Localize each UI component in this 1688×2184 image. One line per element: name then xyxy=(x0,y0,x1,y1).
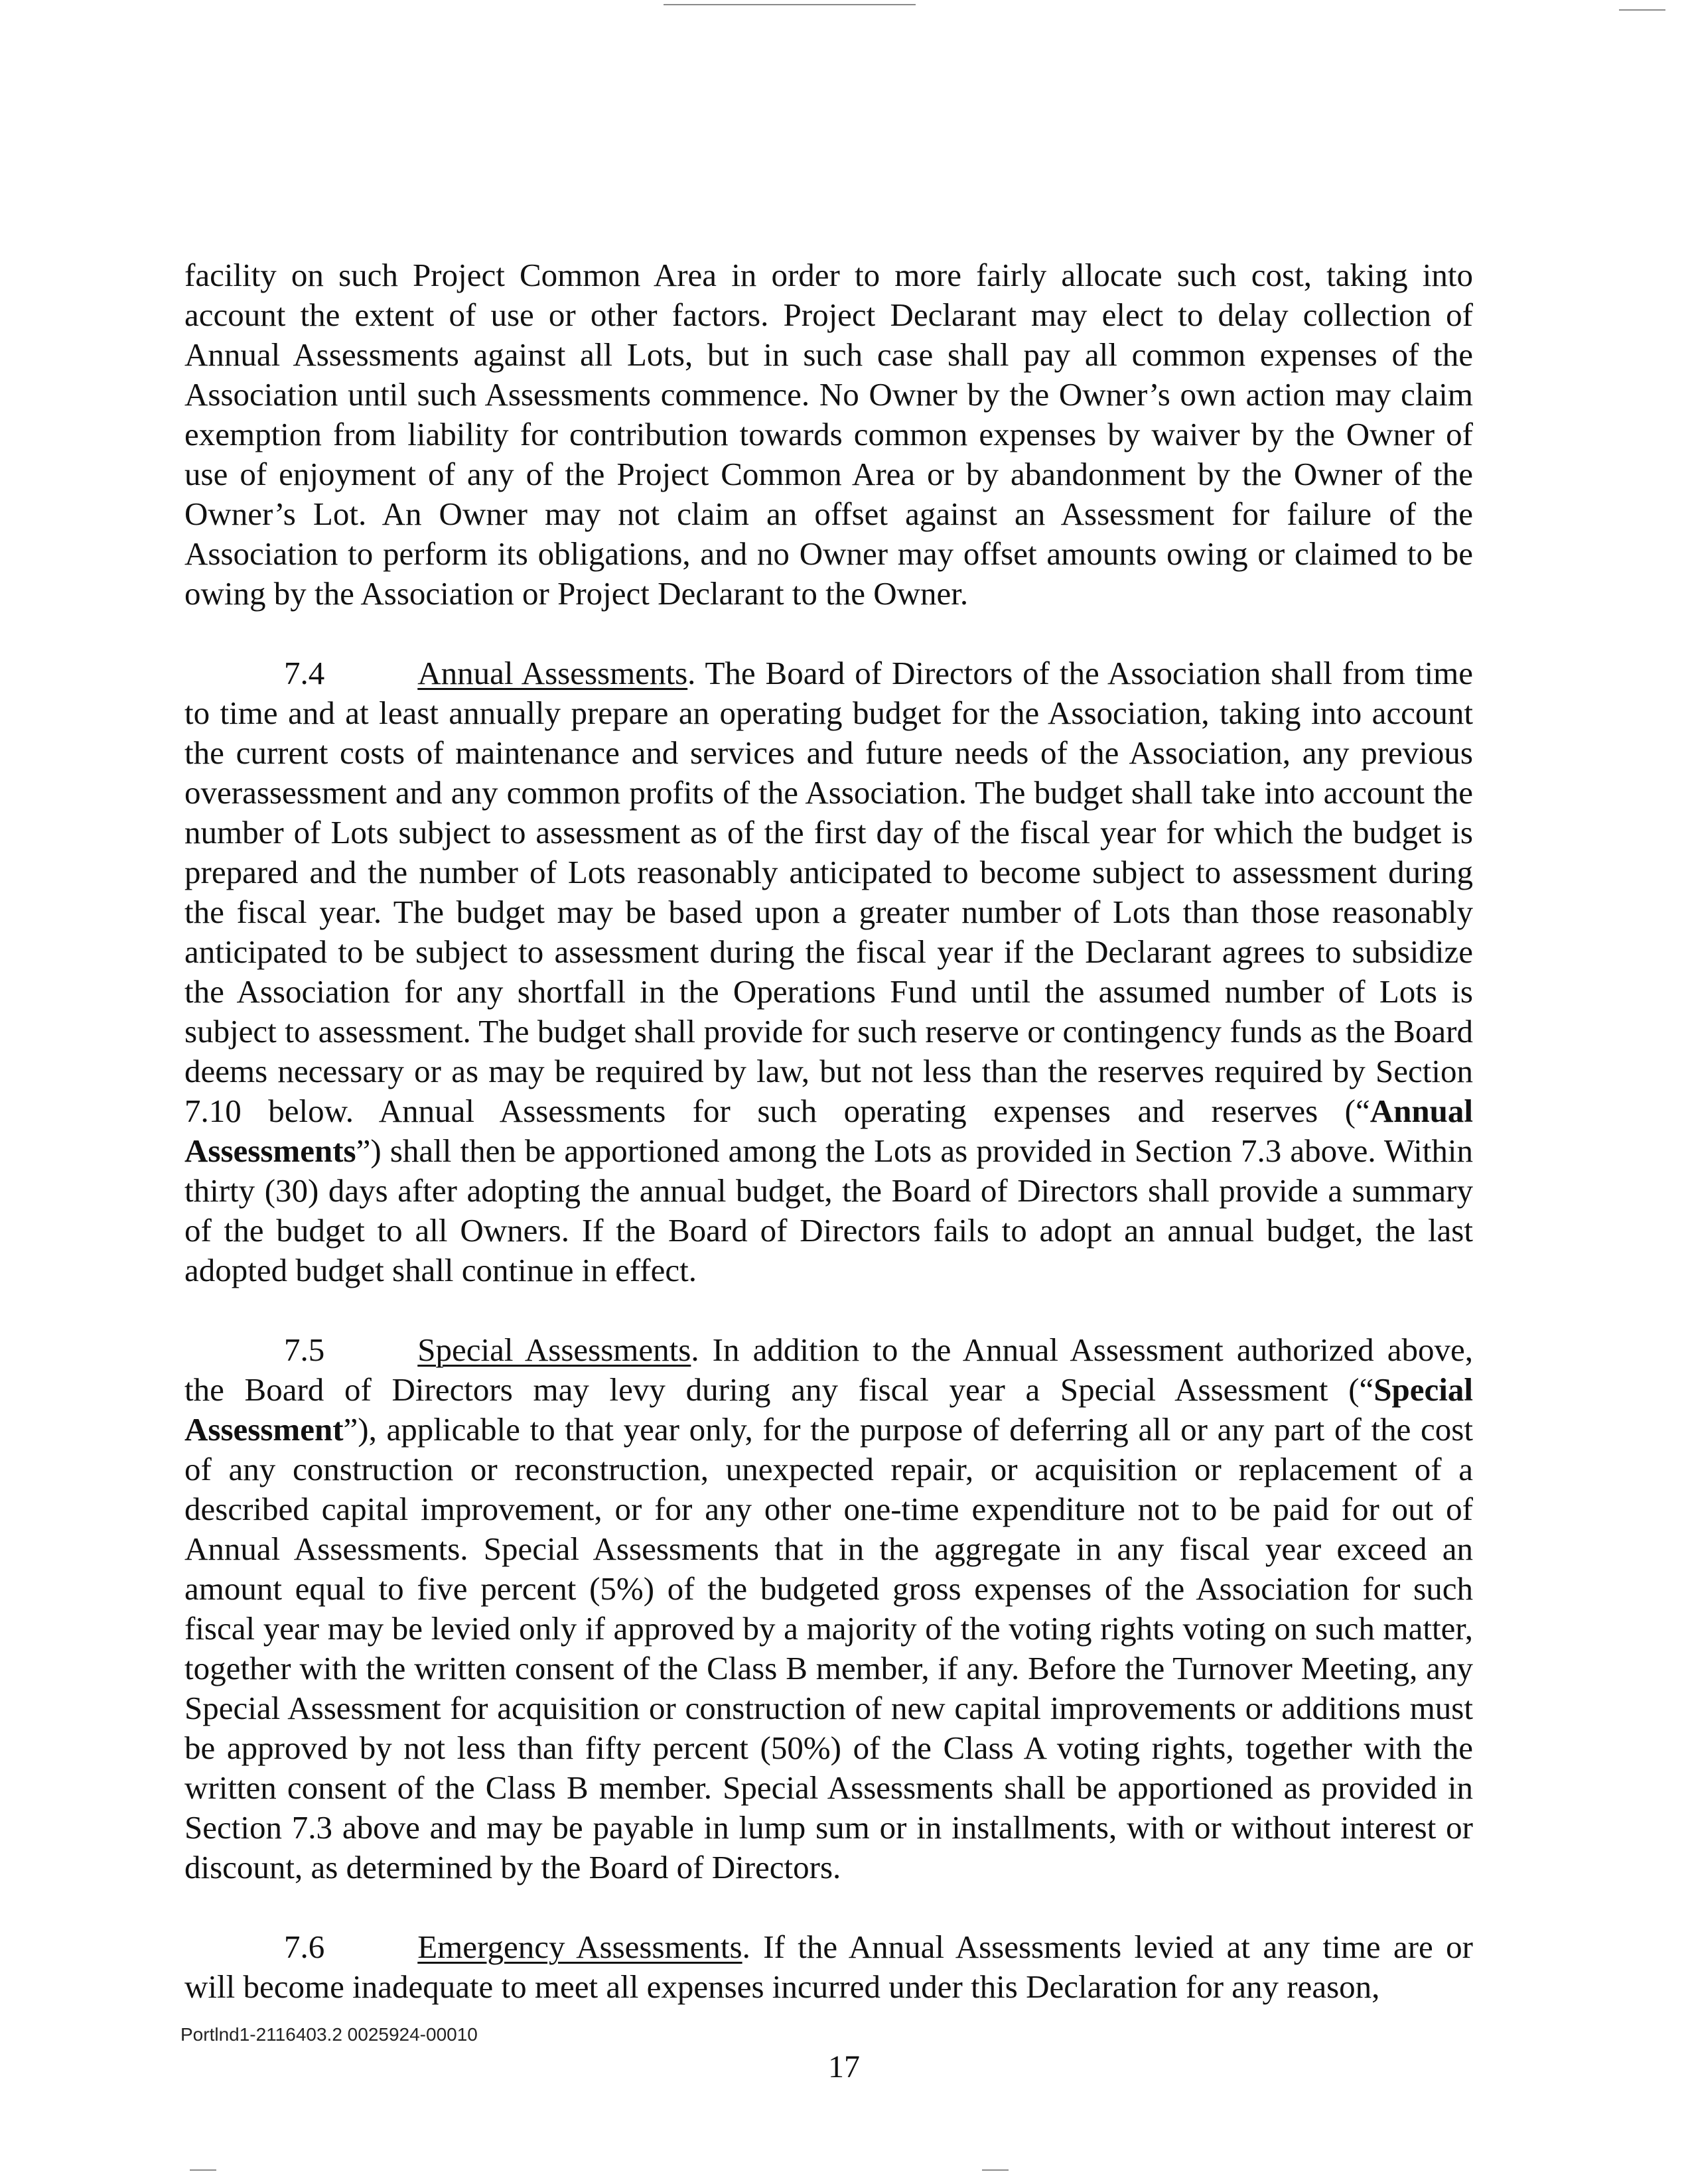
page-number: 17 xyxy=(828,2049,860,2084)
section-heading: Emergency Assessments xyxy=(417,1929,742,1965)
section-text: ”), applicable to that year only, for the purpose of deferring all or any part of the cost of any construction or reconstruction, unexpected repair, or acquisition or replacement of a described capital improvement, or for any other one-time expenditure not to be paid for out of Annual Assessments. Special Assessments that in the aggregate in any fiscal year exceed an amount equal to five percent (5%) of the budgeted gross expenses of the Association for such fiscal year may be levied only if approved by a majority of the voting rights voting on such matter, together with the written consent of the Class B member, if any. Before the Turnover Meeting, any Special Assessment for acquisition or construction of new capital improvements or additions must be approved by not less than fifty percent (50%) of the Class A voting rights, together with the written consent of the Class B member. Special Assessments shall be apportioned as provided in Section 7.3 above and may be payable in lump sum or in installments, with or without interest or discount, as determined by the Board of Directors. xyxy=(184,1411,1473,1885)
section-text: ”) shall then be apportioned among the Lots as provided in Section 7.3 above. Within thirty (30) days after adopting the annual budget, the Board of Directors shall provide a summary of the budget to all Owners. If the Board of Directors fails to adopt an annual budget, the last adopted budget shall continue in effect. xyxy=(184,1132,1473,1288)
section-7-5 xyxy=(184,1330,1473,1887)
section-text: . In addition to the Annual Assessment authorized above, the Board of Directors may levy during any fiscal year a Special Assessment (“ xyxy=(184,1331,1473,1408)
section-number: 7.5 xyxy=(284,1331,325,1368)
section-text: . If the Annual Assessments levied at any time are or will become inadequate to meet all expenses incurred under this Declaration for any reason, xyxy=(184,1929,1473,2005)
scan-artifact-top xyxy=(1619,9,1665,11)
section-text: . The Board of Directors of the Association shall from time to time and at least annually prepare an operating budget for the Association, taking into account the current costs of maintenance and services and future needs of the Association, any previous overassessment and any common profits of the Association. The budget shall take into account the number of Lots subject to assessment as of the first day of the fiscal year for which the budget is prepared and the number of Lots reasonably anticipated to become subject to assessment during the fiscal year. The budget may be based upon a greater number of Lots than those reasonably anticipated to be subject to assessment during the fiscal year if the Declarant agrees to subsidize the Association for any shortfall in the Operations Fund until the assumed number of Lots is subject to assessment. The budget shall provide for such reserve or contingency funds as the Board deems necessary or as may be required by law, but not less than the reserves required by Section 7.10 below. Annual Assessments for such operating expenses and reserves (“ xyxy=(184,655,1473,1129)
scan-artifact-bottom xyxy=(190,2169,216,2171)
defined-term: Annual Assessments xyxy=(184,1093,1473,1169)
defined-term: Special Assessment xyxy=(184,1371,1473,1448)
document-id-footer: Portlnd1-2116403.2 0025924-00010 xyxy=(180,2024,478,2045)
scan-artifact-bottom xyxy=(982,2169,1009,2171)
section-number: 7.6 xyxy=(284,1929,325,1965)
document-body xyxy=(184,255,1473,2007)
continuation-paragraph xyxy=(184,255,1473,614)
section-heading: Special Assessments xyxy=(417,1331,691,1368)
continuation-text: facility on such Project Common Area in order to more fairly allocate such cost, taking into account the extent of use or other factors. Project Declarant may elect to delay collection of Annual Assessments against all Lots, but in such case shall pay all common expenses of the Association until such Assessments commence. No Owner by the Owner’s own action may claim exemption from liability for contribution towards common expenses by waiver by the Owner of use of enjoyment of any of the Project Common Area or by abandonment by the Owner of the Owner’s Lot. An Owner may not claim an offset against an Assessment for failure of the Association to perform its obligations, and no Owner may offset amounts owing or claimed to be owing by the Association or Project Declarant to the Owner. xyxy=(184,257,1473,612)
scan-artifact-top xyxy=(664,4,916,5)
section-7-4 xyxy=(184,653,1473,1290)
section-heading: Annual Assessments xyxy=(417,655,688,691)
section-number: 7.4 xyxy=(284,655,325,691)
section-7-6 xyxy=(184,1927,1473,2007)
